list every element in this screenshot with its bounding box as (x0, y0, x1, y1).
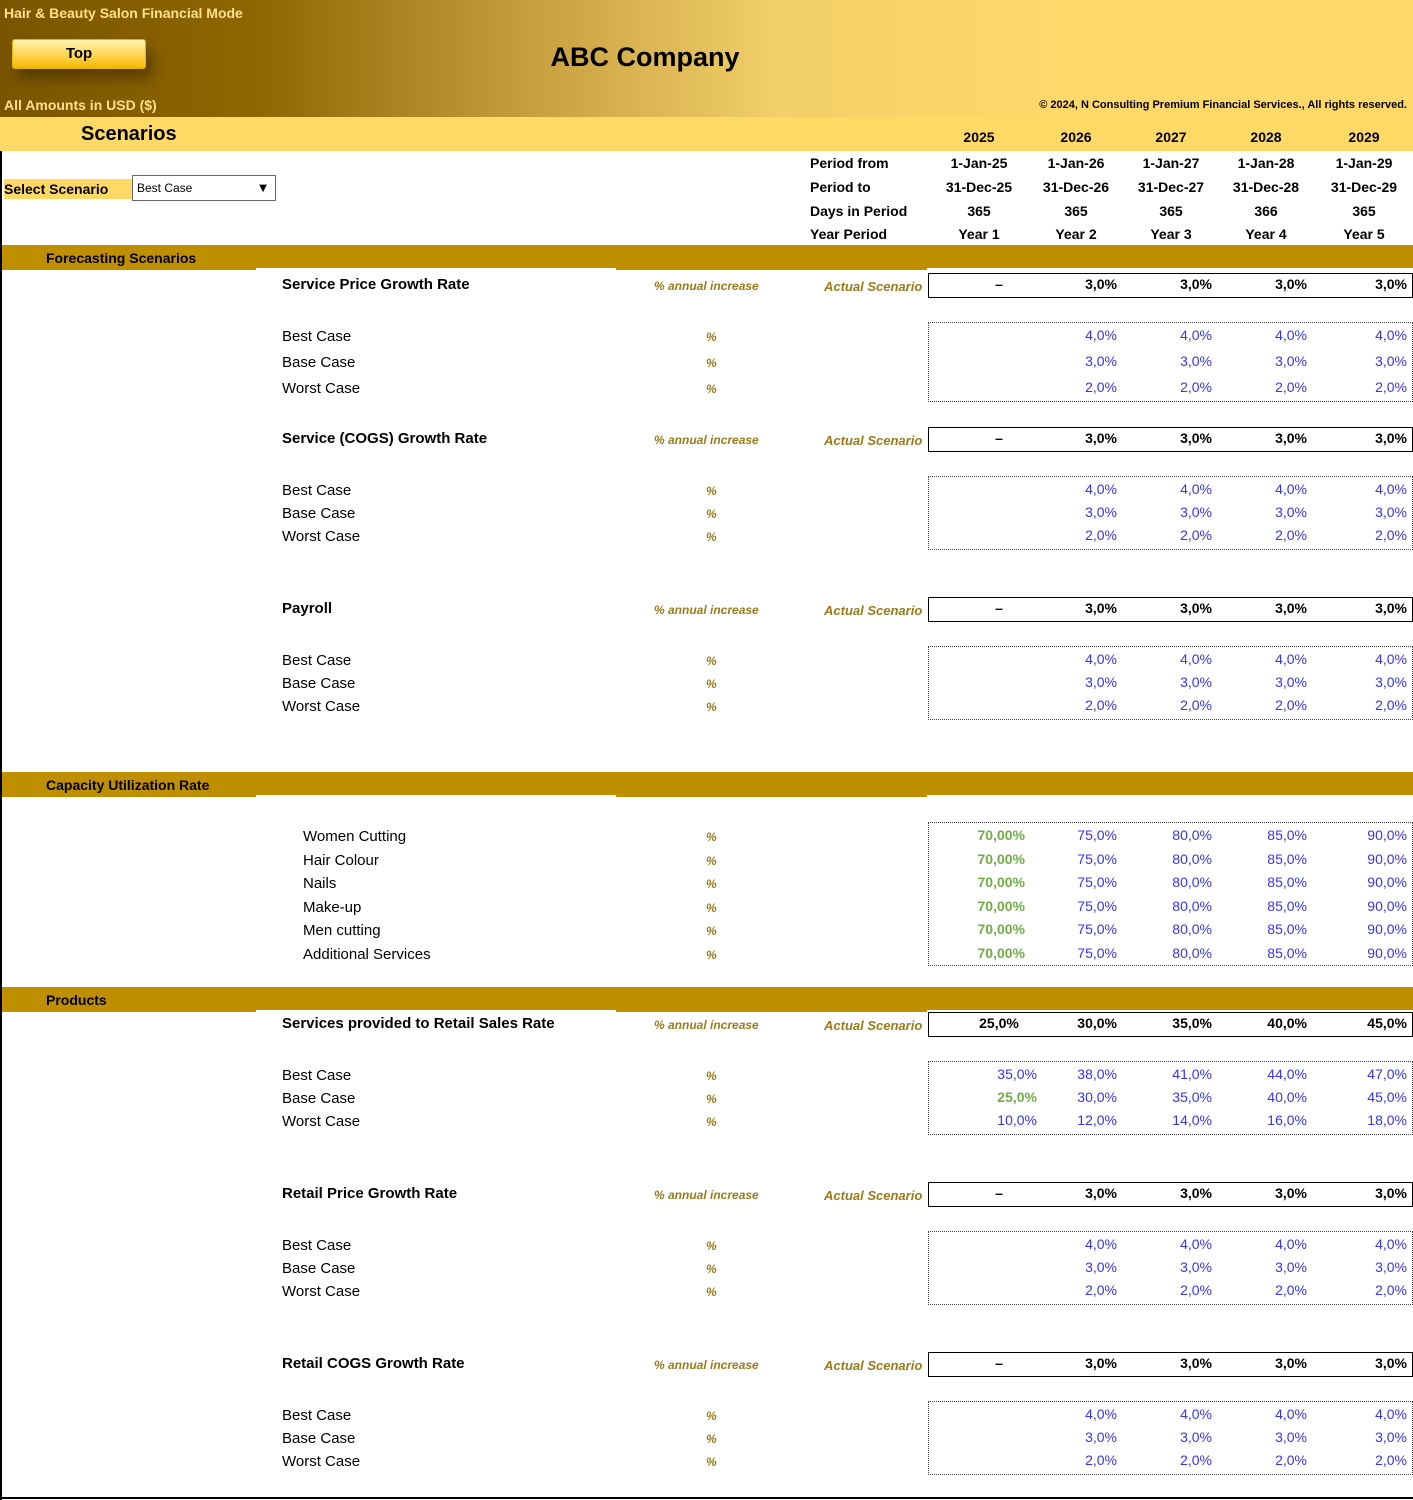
sheet-bottom-border (0, 1497, 1413, 1499)
worst-case-value[interactable]: 2,0% (1375, 527, 1407, 543)
best-case-value[interactable]: 4,0% (1375, 1406, 1407, 1422)
base-case-label: Base Case (282, 354, 356, 371)
percent-unit: % (706, 1409, 717, 1423)
actual-value: – (995, 430, 1003, 446)
worst-case-value[interactable]: 12,0% (1077, 1112, 1117, 1128)
actual-value: 3,0% (1275, 276, 1307, 292)
worst-case-value[interactable]: 2,0% (1180, 527, 1212, 543)
percent-unit: % (706, 330, 717, 344)
base-case-value[interactable]: 25,0% (997, 1089, 1037, 1105)
base-case-value[interactable]: 3,0% (1375, 1429, 1407, 1445)
capacity-value[interactable]: 80,0% (1172, 874, 1212, 890)
block-title: Service Price Growth Rate (282, 276, 470, 293)
percent-unit: % (706, 382, 717, 396)
period-from-label: Period from (810, 155, 889, 171)
year-period-value: Year 3 (1150, 226, 1192, 242)
capacity-utilization-label: Capacity Utilization Rate (46, 777, 210, 793)
worst-case-value[interactable]: 2,0% (1180, 1282, 1212, 1298)
actual-value: 3,0% (1085, 276, 1117, 292)
base-case-value[interactable]: 3,0% (1275, 504, 1307, 520)
block-title: Retail COGS Growth Rate (282, 1355, 465, 1372)
actual-value: 3,0% (1085, 600, 1117, 616)
best-case-label: Best Case (282, 1407, 352, 1424)
capacity-value[interactable]: 80,0% (1172, 944, 1212, 961)
capacity-value[interactable]: 80,0% (1172, 897, 1212, 914)
worst-case-value[interactable]: 2,0% (1085, 697, 1117, 713)
capacity-service-label: Hair Colour (303, 851, 379, 869)
percent-unit: % (706, 947, 717, 962)
actual-value: 3,0% (1180, 430, 1212, 446)
period-to-value: 31-Dec-28 (1232, 179, 1300, 195)
dropdown-arrow-icon[interactable]: ▼ (256, 180, 270, 195)
unit-label: % annual increase (654, 433, 759, 447)
base-case-value[interactable]: 3,0% (1085, 353, 1117, 369)
capacity-value[interactable]: 85,0% (1267, 944, 1307, 961)
actual-value: 35,0% (1172, 1015, 1212, 1031)
period-to-value: 31-Dec-27 (1137, 179, 1205, 195)
capacity-utilization-band (0, 772, 1413, 797)
best-case-value[interactable]: 4,0% (1375, 651, 1407, 667)
capacity-value[interactable]: 90,0% (1367, 874, 1407, 890)
capacity-value[interactable]: 90,0% (1367, 921, 1407, 937)
worst-case-label: Worst Case (282, 1283, 361, 1300)
best-case-value[interactable]: 4,0% (1180, 481, 1212, 497)
year-header: 2026 (1060, 129, 1092, 145)
best-case-value[interactable]: 4,0% (1180, 1406, 1212, 1422)
percent-unit: % (706, 654, 717, 668)
worst-case-label: Worst Case (282, 380, 361, 397)
worst-case-value[interactable]: 14,0% (1172, 1112, 1212, 1128)
band-gap (927, 795, 1413, 799)
capacity-value[interactable]: 70,00% (977, 827, 1025, 843)
worst-case-value[interactable]: 2,0% (1275, 1452, 1307, 1468)
worst-case-value[interactable]: 2,0% (1375, 379, 1407, 395)
model-title: Hair & Beauty Salon Financial Mode (4, 5, 243, 21)
base-case-value[interactable]: 3,0% (1375, 674, 1407, 690)
period-to-value: 31-Dec-26 (1042, 179, 1110, 195)
capacity-value[interactable]: 85,0% (1267, 874, 1307, 890)
actual-value: 3,0% (1375, 1185, 1407, 1201)
page-title: Scenarios (81, 123, 177, 145)
worst-case-value[interactable]: 2,0% (1375, 697, 1407, 713)
unit-label: % annual increase (654, 1018, 759, 1032)
actual-value: 3,0% (1180, 276, 1212, 292)
worst-case-value[interactable]: 2,0% (1085, 527, 1117, 543)
forecasting-scenarios-band (0, 245, 1413, 270)
worst-case-value[interactable]: 18,0% (1367, 1112, 1407, 1128)
best-case-value[interactable]: 4,0% (1085, 651, 1117, 667)
unit-label: % annual increase (654, 1188, 759, 1202)
base-case-value[interactable]: 3,0% (1085, 674, 1117, 690)
actual-value: 3,0% (1085, 1355, 1117, 1371)
worst-case-value[interactable]: 2,0% (1375, 1452, 1407, 1468)
capacity-value[interactable]: 75,0% (1077, 921, 1117, 937)
percent-unit: % (706, 1069, 717, 1083)
percent-unit: % (706, 1285, 717, 1299)
percent-unit: % (706, 700, 717, 714)
period-from-value: 1-Jan-27 (1142, 155, 1200, 171)
base-case-value[interactable]: 45,0% (1367, 1089, 1407, 1105)
best-case-value[interactable]: 4,0% (1085, 327, 1117, 343)
base-case-label: Base Case (282, 675, 356, 692)
worst-case-value[interactable]: 2,0% (1085, 1282, 1117, 1298)
best-case-label: Best Case (282, 328, 352, 345)
forecasting-scenarios-label: Forecasting Scenarios (46, 250, 197, 266)
worst-case-value[interactable]: 16,0% (1267, 1112, 1307, 1128)
capacity-value[interactable]: 75,0% (1077, 874, 1117, 890)
best-case-label: Best Case (282, 1067, 352, 1084)
period-from-value: 1-Jan-29 (1335, 155, 1393, 171)
capacity-service-label: Make-up (303, 898, 362, 916)
actual-value: 3,0% (1085, 1185, 1117, 1201)
capacity-value[interactable]: 75,0% (1077, 827, 1117, 843)
base-case-value[interactable]: 3,0% (1275, 1429, 1307, 1445)
days-in-period-value: 365 (1352, 203, 1376, 219)
actual-value: 3,0% (1275, 1355, 1307, 1371)
band-gap (256, 1010, 616, 1014)
capacity-service-label: Additional Services (303, 945, 431, 963)
base-case-value[interactable]: 3,0% (1085, 504, 1117, 520)
actual-value: 25,0% (979, 1015, 1019, 1031)
base-case-value[interactable]: 3,0% (1275, 674, 1307, 690)
base-case-value[interactable]: 3,0% (1275, 353, 1307, 369)
actual-value: 3,0% (1375, 1355, 1407, 1371)
year-period-value: Year 5 (1343, 226, 1385, 242)
worst-case-value[interactable]: 2,0% (1275, 1282, 1307, 1298)
best-case-value[interactable]: 4,0% (1180, 1236, 1212, 1252)
base-case-value[interactable]: 3,0% (1180, 504, 1212, 520)
days-in-period-value: 365 (967, 203, 991, 219)
percent-unit: % (706, 1262, 717, 1276)
base-case-value[interactable]: 40,0% (1267, 1089, 1307, 1105)
percent-unit: % (706, 507, 717, 521)
capacity-value[interactable]: 90,0% (1367, 944, 1407, 961)
capacity-service-label: Men cutting (303, 922, 381, 939)
capacity-service-label: Women Cutting (303, 828, 407, 845)
actual-value: 3,0% (1275, 600, 1307, 616)
worst-case-value[interactable]: 10,0% (997, 1112, 1037, 1128)
percent-unit: % (706, 1455, 717, 1469)
base-case-label: Base Case (282, 1090, 356, 1107)
percent-unit: % (706, 484, 717, 498)
capacity-value[interactable]: 75,0% (1077, 897, 1117, 914)
select-scenario-label: Select Scenario (4, 179, 132, 199)
capacity-value[interactable]: 90,0% (1367, 850, 1407, 867)
percent-unit: % (706, 1115, 717, 1129)
base-case-value[interactable]: 30,0% (1077, 1089, 1117, 1105)
top-button[interactable]: Top (12, 39, 146, 69)
best-case-value[interactable]: 4,0% (1180, 651, 1212, 667)
worst-case-value[interactable]: 2,0% (1275, 379, 1307, 395)
base-case-label: Base Case (282, 1260, 356, 1277)
capacity-value[interactable]: 70,00% (977, 850, 1025, 867)
capacity-value[interactable]: 80,0% (1172, 827, 1212, 843)
capacity-value[interactable]: 80,0% (1172, 850, 1212, 867)
base-case-value[interactable]: 3,0% (1180, 1259, 1212, 1275)
year-header: 2029 (1348, 129, 1380, 145)
period-from-value: 1-Jan-26 (1047, 155, 1105, 171)
block-title: Services provided to Retail Sales Rate (282, 1015, 555, 1032)
products-band (0, 987, 1413, 1012)
band-gap (927, 268, 1413, 272)
actual-value: 3,0% (1275, 430, 1307, 446)
capacity-value[interactable]: 80,0% (1172, 921, 1212, 937)
worst-case-value[interactable]: 2,0% (1180, 697, 1212, 713)
actual-value: 3,0% (1375, 276, 1407, 292)
capacity-value[interactable]: 70,00% (977, 944, 1025, 961)
worst-case-label: Worst Case (282, 698, 361, 715)
capacity-value[interactable]: 75,0% (1077, 944, 1117, 961)
period-to-value: 31-Dec-25 (945, 179, 1013, 195)
actual-value: 3,0% (1275, 1185, 1307, 1201)
worst-case-value[interactable]: 2,0% (1180, 1452, 1212, 1468)
amounts-currency-note: All Amounts in USD ($) (4, 97, 157, 113)
best-case-value[interactable]: 4,0% (1275, 1406, 1307, 1422)
capacity-value[interactable]: 85,0% (1267, 921, 1307, 937)
base-case-label: Base Case (282, 505, 356, 522)
actual-value: 3,0% (1180, 1185, 1212, 1201)
percent-unit: % (706, 356, 717, 370)
best-case-value[interactable]: 38,0% (1077, 1066, 1117, 1082)
year-period-label: Year Period (810, 226, 888, 242)
best-case-value[interactable]: 4,0% (1275, 1236, 1307, 1252)
best-case-value[interactable]: 4,0% (1375, 327, 1407, 343)
best-case-label: Best Case (282, 482, 352, 499)
capacity-value[interactable]: 90,0% (1367, 897, 1407, 914)
actual-value: 3,0% (1085, 430, 1117, 446)
percent-unit: % (706, 877, 717, 891)
base-case-value[interactable]: 3,0% (1375, 1259, 1407, 1275)
period-from-value: 1-Jan-28 (1237, 155, 1295, 171)
best-case-label: Best Case (282, 1237, 352, 1254)
block-title: Retail Price Growth Rate (282, 1185, 458, 1202)
best-case-value[interactable]: 4,0% (1275, 327, 1307, 343)
capacity-value[interactable]: 70,00% (977, 921, 1025, 937)
percent-unit: % (706, 530, 717, 544)
year-period-value: Year 2 (1055, 226, 1097, 242)
capacity-value[interactable]: 70,00% (977, 897, 1025, 914)
block-title: Payroll (282, 600, 333, 617)
percent-unit: % (706, 853, 717, 868)
percent-unit: % (706, 924, 717, 938)
worst-case-value[interactable]: 2,0% (1275, 697, 1307, 713)
best-case-value[interactable]: 4,0% (1180, 327, 1212, 343)
best-case-value[interactable]: 35,0% (997, 1066, 1037, 1082)
capacity-value[interactable]: 85,0% (1267, 897, 1307, 914)
actual-scenario-label: Actual Scenario (824, 433, 923, 448)
base-case-value[interactable]: 3,0% (1375, 504, 1407, 520)
capacity-value[interactable]: 85,0% (1267, 850, 1307, 867)
worst-case-value[interactable]: 2,0% (1375, 1282, 1407, 1298)
actual-value: 40,0% (1267, 1015, 1307, 1031)
actual-value: 3,0% (1180, 600, 1212, 616)
worst-case-label: Worst Case (282, 1453, 361, 1470)
unit-label: % annual increase (654, 1358, 759, 1372)
worst-case-label: Worst Case (282, 528, 361, 545)
best-case-label: Best Case (282, 652, 352, 669)
actual-value: – (995, 1355, 1003, 1371)
best-case-value[interactable]: 41,0% (1172, 1066, 1212, 1082)
base-case-value[interactable]: 3,0% (1180, 353, 1212, 369)
capacity-value[interactable]: 85,0% (1267, 827, 1307, 843)
percent-unit: % (706, 830, 717, 844)
actual-value: 3,0% (1375, 430, 1407, 446)
worst-case-value[interactable]: 2,0% (1275, 527, 1307, 543)
best-case-value[interactable]: 4,0% (1375, 1236, 1407, 1252)
period-to-label: Period to (810, 179, 871, 195)
actual-scenario-label: Actual Scenario (824, 1358, 923, 1373)
band-gap (256, 795, 616, 799)
base-case-value[interactable]: 3,0% (1085, 1259, 1117, 1275)
worst-case-value[interactable]: 2,0% (1085, 1452, 1117, 1468)
actual-value: – (995, 1185, 1003, 1201)
capacity-value[interactable]: 75,0% (1077, 850, 1117, 867)
best-case-value[interactable]: 44,0% (1267, 1066, 1307, 1082)
best-case-value[interactable]: 4,0% (1375, 481, 1407, 497)
year-period-value: Year 4 (1245, 226, 1287, 242)
base-case-value[interactable]: 3,0% (1085, 1429, 1117, 1445)
actual-value: 45,0% (1367, 1015, 1407, 1031)
company-name: ABC Company (550, 42, 740, 72)
base-case-value[interactable]: 3,0% (1275, 1259, 1307, 1275)
actual-scenario-label: Actual Scenario (824, 279, 923, 294)
percent-unit: % (706, 1092, 717, 1106)
best-case-value[interactable]: 4,0% (1275, 481, 1307, 497)
days-in-period-value: 366 (1254, 203, 1278, 219)
year-header: 2028 (1250, 129, 1282, 145)
percent-unit: % (706, 1432, 717, 1446)
percent-unit: % (706, 1239, 717, 1253)
actual-value: 3,0% (1180, 1355, 1212, 1371)
best-case-value[interactable]: 47,0% (1367, 1066, 1407, 1082)
base-case-value[interactable]: 35,0% (1172, 1089, 1212, 1105)
percent-unit: % (706, 677, 717, 691)
best-case-value[interactable]: 4,0% (1085, 1406, 1117, 1422)
year-header: 2025 (963, 129, 995, 145)
actual-value: 3,0% (1375, 600, 1407, 616)
unit-label: % annual increase (654, 279, 759, 293)
band-gap (256, 268, 616, 272)
unit-label: % annual increase (654, 603, 759, 617)
best-case-value[interactable]: 4,0% (1085, 1236, 1117, 1252)
base-case-value[interactable]: 3,0% (1375, 353, 1407, 369)
products-label: Products (46, 992, 107, 1008)
capacity-service-label: Nails (303, 875, 337, 892)
capacity-value[interactable]: 90,0% (1367, 827, 1407, 843)
percent-unit: % (706, 900, 717, 915)
block-title: Service (COGS) Growth Rate (282, 430, 488, 447)
capacity-value[interactable]: 70,00% (977, 874, 1025, 890)
period-to-value: 31-Dec-29 (1330, 179, 1398, 195)
year-header: 2027 (1155, 129, 1187, 145)
actual-scenario-label: Actual Scenario (824, 603, 923, 618)
days-in-period-value: 365 (1064, 203, 1088, 219)
sheet-left-border (0, 151, 2, 1500)
year-period-value: Year 1 (958, 226, 1000, 242)
period-from-value: 1-Jan-25 (950, 155, 1008, 171)
copyright-notice: © 2024, N Consulting Premium Financial Services., All rights reserved. (1039, 99, 1407, 111)
base-case-value[interactable]: 3,0% (1180, 1429, 1212, 1445)
actual-scenario-label: Actual Scenario (824, 1188, 923, 1203)
actual-scenario-label: Actual Scenario (824, 1018, 923, 1033)
days-in-period-label: Days in Period (810, 203, 908, 219)
base-case-value[interactable]: 3,0% (1180, 674, 1212, 690)
worst-case-value[interactable]: 2,0% (1085, 379, 1117, 395)
actual-value: – (995, 600, 1003, 616)
base-case-label: Base Case (282, 1430, 356, 1447)
best-case-value[interactable]: 4,0% (1085, 481, 1117, 497)
actual-value: 30,0% (1077, 1015, 1117, 1031)
worst-case-label: Worst Case (282, 1113, 361, 1130)
actual-value: – (995, 276, 1003, 292)
days-in-period-value: 365 (1159, 203, 1183, 219)
scenario-dropdown-value[interactable]: Best Case (137, 181, 193, 195)
worst-case-value[interactable]: 2,0% (1180, 379, 1212, 395)
best-case-value[interactable]: 4,0% (1275, 651, 1307, 667)
